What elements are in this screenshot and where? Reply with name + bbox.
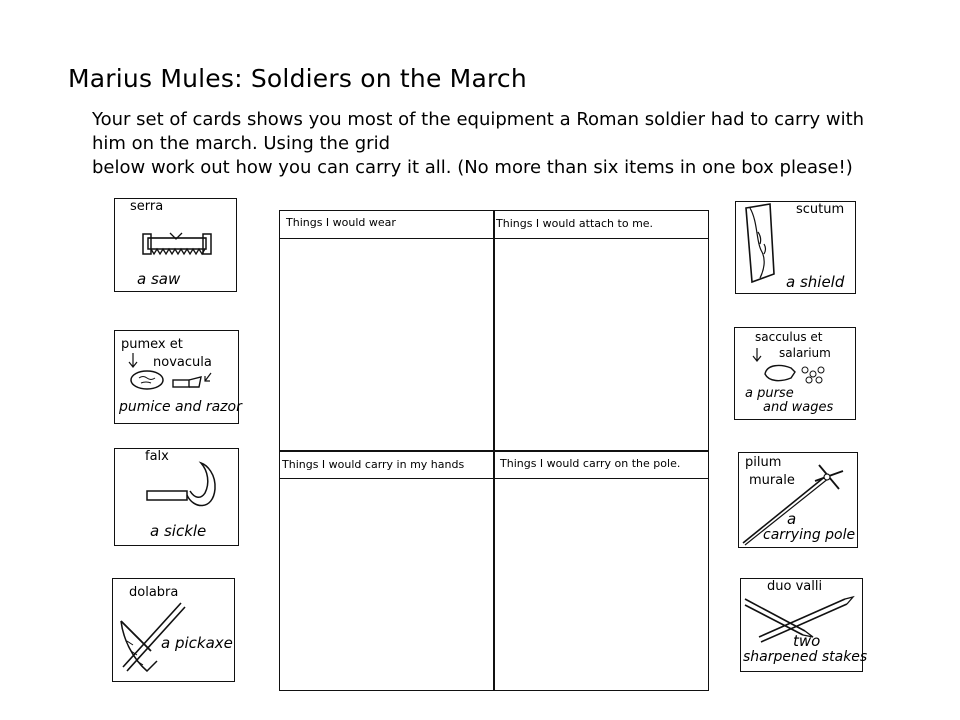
card-stakes: [740, 578, 868, 672]
card-latin: serra: [130, 199, 164, 214]
card-purse: [734, 327, 856, 420]
card-latin: pumex et: [121, 337, 183, 352]
card-english: pumice and razor: [119, 399, 242, 415]
card-shield: [735, 201, 856, 294]
card-latin: scutum: [796, 202, 845, 217]
grid-heading-wear: Things I would wear: [286, 216, 396, 229]
card-latin: duo valli: [767, 579, 823, 594]
card-latin: sacculus et: [755, 330, 823, 344]
card-pumice-razor: [114, 330, 242, 424]
instructions-line-2: him on the march. Using the grid: [92, 133, 391, 154]
instructions-line-3: below work out how you can carry it all. (No more than six items in one box please!): [92, 157, 853, 178]
grid-heading-attach: Things I would attach to me.: [496, 217, 654, 230]
card-pickaxe: [112, 578, 235, 682]
grid-cell-pole[interactable]: [493, 450, 709, 691]
card-english: a saw: [137, 270, 181, 288]
card-latin-2: novacula: [153, 355, 212, 370]
grid-cell-wear[interactable]: [279, 210, 495, 452]
card-english: a: [787, 510, 797, 528]
card-english: a pickaxe: [161, 634, 233, 652]
grid-cell-hands[interactable]: [279, 450, 495, 691]
sorting-grid: [279, 210, 709, 691]
card-saw: [114, 198, 237, 292]
grid-cell-attach[interactable]: [493, 210, 709, 452]
card-latin: falx: [145, 449, 169, 464]
card-carrying-pole: [738, 452, 858, 548]
card-sickle: [114, 448, 239, 546]
instructions: [92, 108, 912, 180]
grid-heading-hands: Things I would carry in my hands: [282, 458, 465, 471]
card-english: two: [793, 632, 821, 650]
grid-heading-pole: Things I would carry on the pole.: [500, 457, 681, 470]
card-english-2: carrying pole: [763, 527, 856, 543]
page-title: Marius Mules: Soldiers on the March: [68, 64, 527, 93]
card-english: a shield: [786, 273, 845, 291]
instructions-line-1: Your set of cards shows you most of the equipment a Roman soldier had to carry with: [92, 109, 865, 130]
card-english-2: and wages: [763, 400, 834, 415]
card-latin: dolabra: [129, 585, 179, 600]
card-latin: pilum: [745, 455, 782, 470]
pickaxe-icon: [113, 579, 234, 681]
card-english-2: sharpened stakes: [743, 649, 868, 665]
card-english: a sickle: [150, 522, 207, 540]
card-latin-2: salarium: [779, 346, 831, 360]
card-latin-2: murale: [749, 473, 795, 488]
card-english: a purse: [745, 386, 794, 401]
